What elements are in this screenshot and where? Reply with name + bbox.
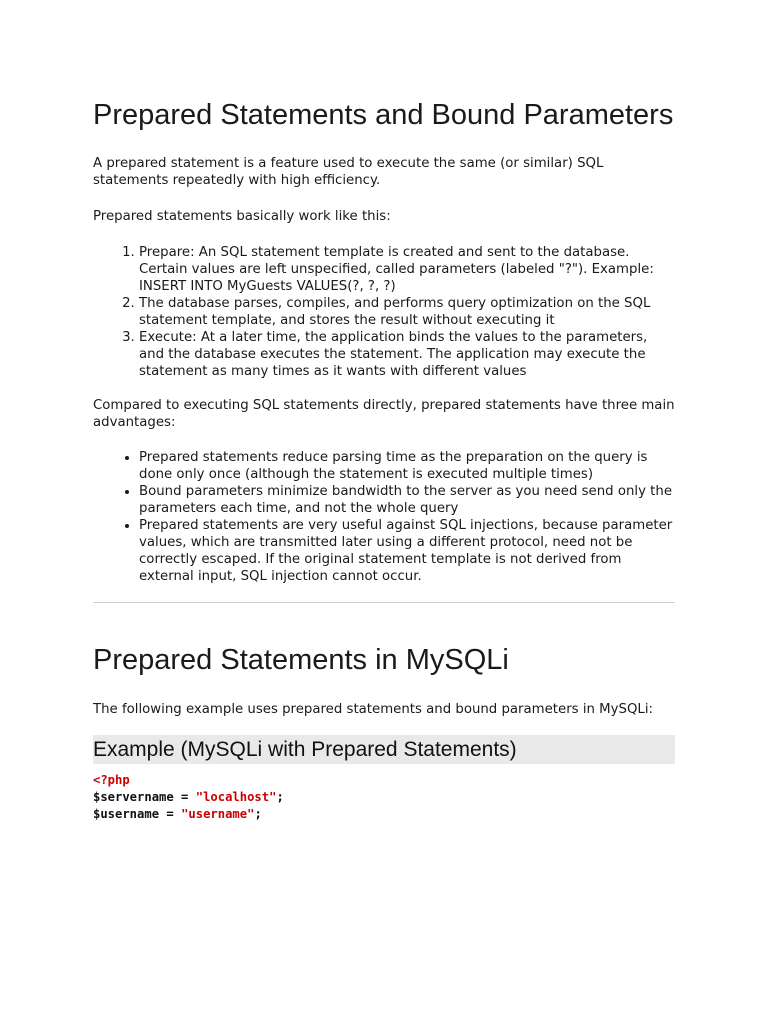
code-string-localhost: "localhost" [195,790,277,804]
code-php-open-tag: <?php [93,773,130,787]
section-title-prepared-statements: Prepared Statements and Bound Parameters [93,99,674,131]
code-block [93,772,675,823]
list-item: • Prepared statements are very useful against SQL injections, because parameter values, which are transmitted later using a different protocol, need not be correctly escaped. If the original statement template is not derived from external input, SQL injection cannot occur. [139,517,675,585]
list-item: 3. Execute: At a later time, the application binds the values to the parameters, and the database executes the statement. The application may execute the statement as many times as it wants with different values [139,329,675,380]
list-item: 2. The database parses, compiles, and performs query optimization on the SQL statement template, and stores the result without executing it [139,295,675,329]
code-var-username: $username = [93,807,182,821]
section-divider [93,602,675,603]
code-string-username: "username" [181,807,255,821]
section-title-mysqli: Prepared Statements in MySQLi [93,644,509,676]
article-content [93,96,675,823]
advantages-list [93,449,675,585]
list-item: • Prepared statements reduce parsing time as the preparation on the query is done only once (although the statement is executed multiple times) [139,449,675,483]
mysqli-intro-paragraph: The following example uses prepared statements and bound parameters in MySQLi: [93,702,654,717]
code-semicolon: ; [254,807,262,821]
intro-paragraph: A prepared statement is a feature used to execute the same (or similar) SQL statements repeatedly with high efficiency. [93,156,604,188]
steps-list [93,244,675,380]
code-var-servername: $servername = [93,790,196,804]
list-item: • Bound parameters minimize bandwidth to the server as you need send only the parameters each time, and not the whole query [139,483,675,517]
steps-lead-paragraph: Prepared statements basically work like this: [93,209,391,224]
advantages-lead-paragraph: Compared to executing SQL statements directly, prepared statements have three main advantages: [93,398,675,430]
example-header: Example (MySQLi with Prepared Statements) [93,735,675,764]
code-semicolon: ; [276,790,284,804]
list-item: 1. Prepare: An SQL statement template is created and sent to the database. Certain values are left unspecified, called parameters (labeled "?"). Example: INSERT INTO MyGuests VALUES(?, ?, ?) [139,244,675,295]
